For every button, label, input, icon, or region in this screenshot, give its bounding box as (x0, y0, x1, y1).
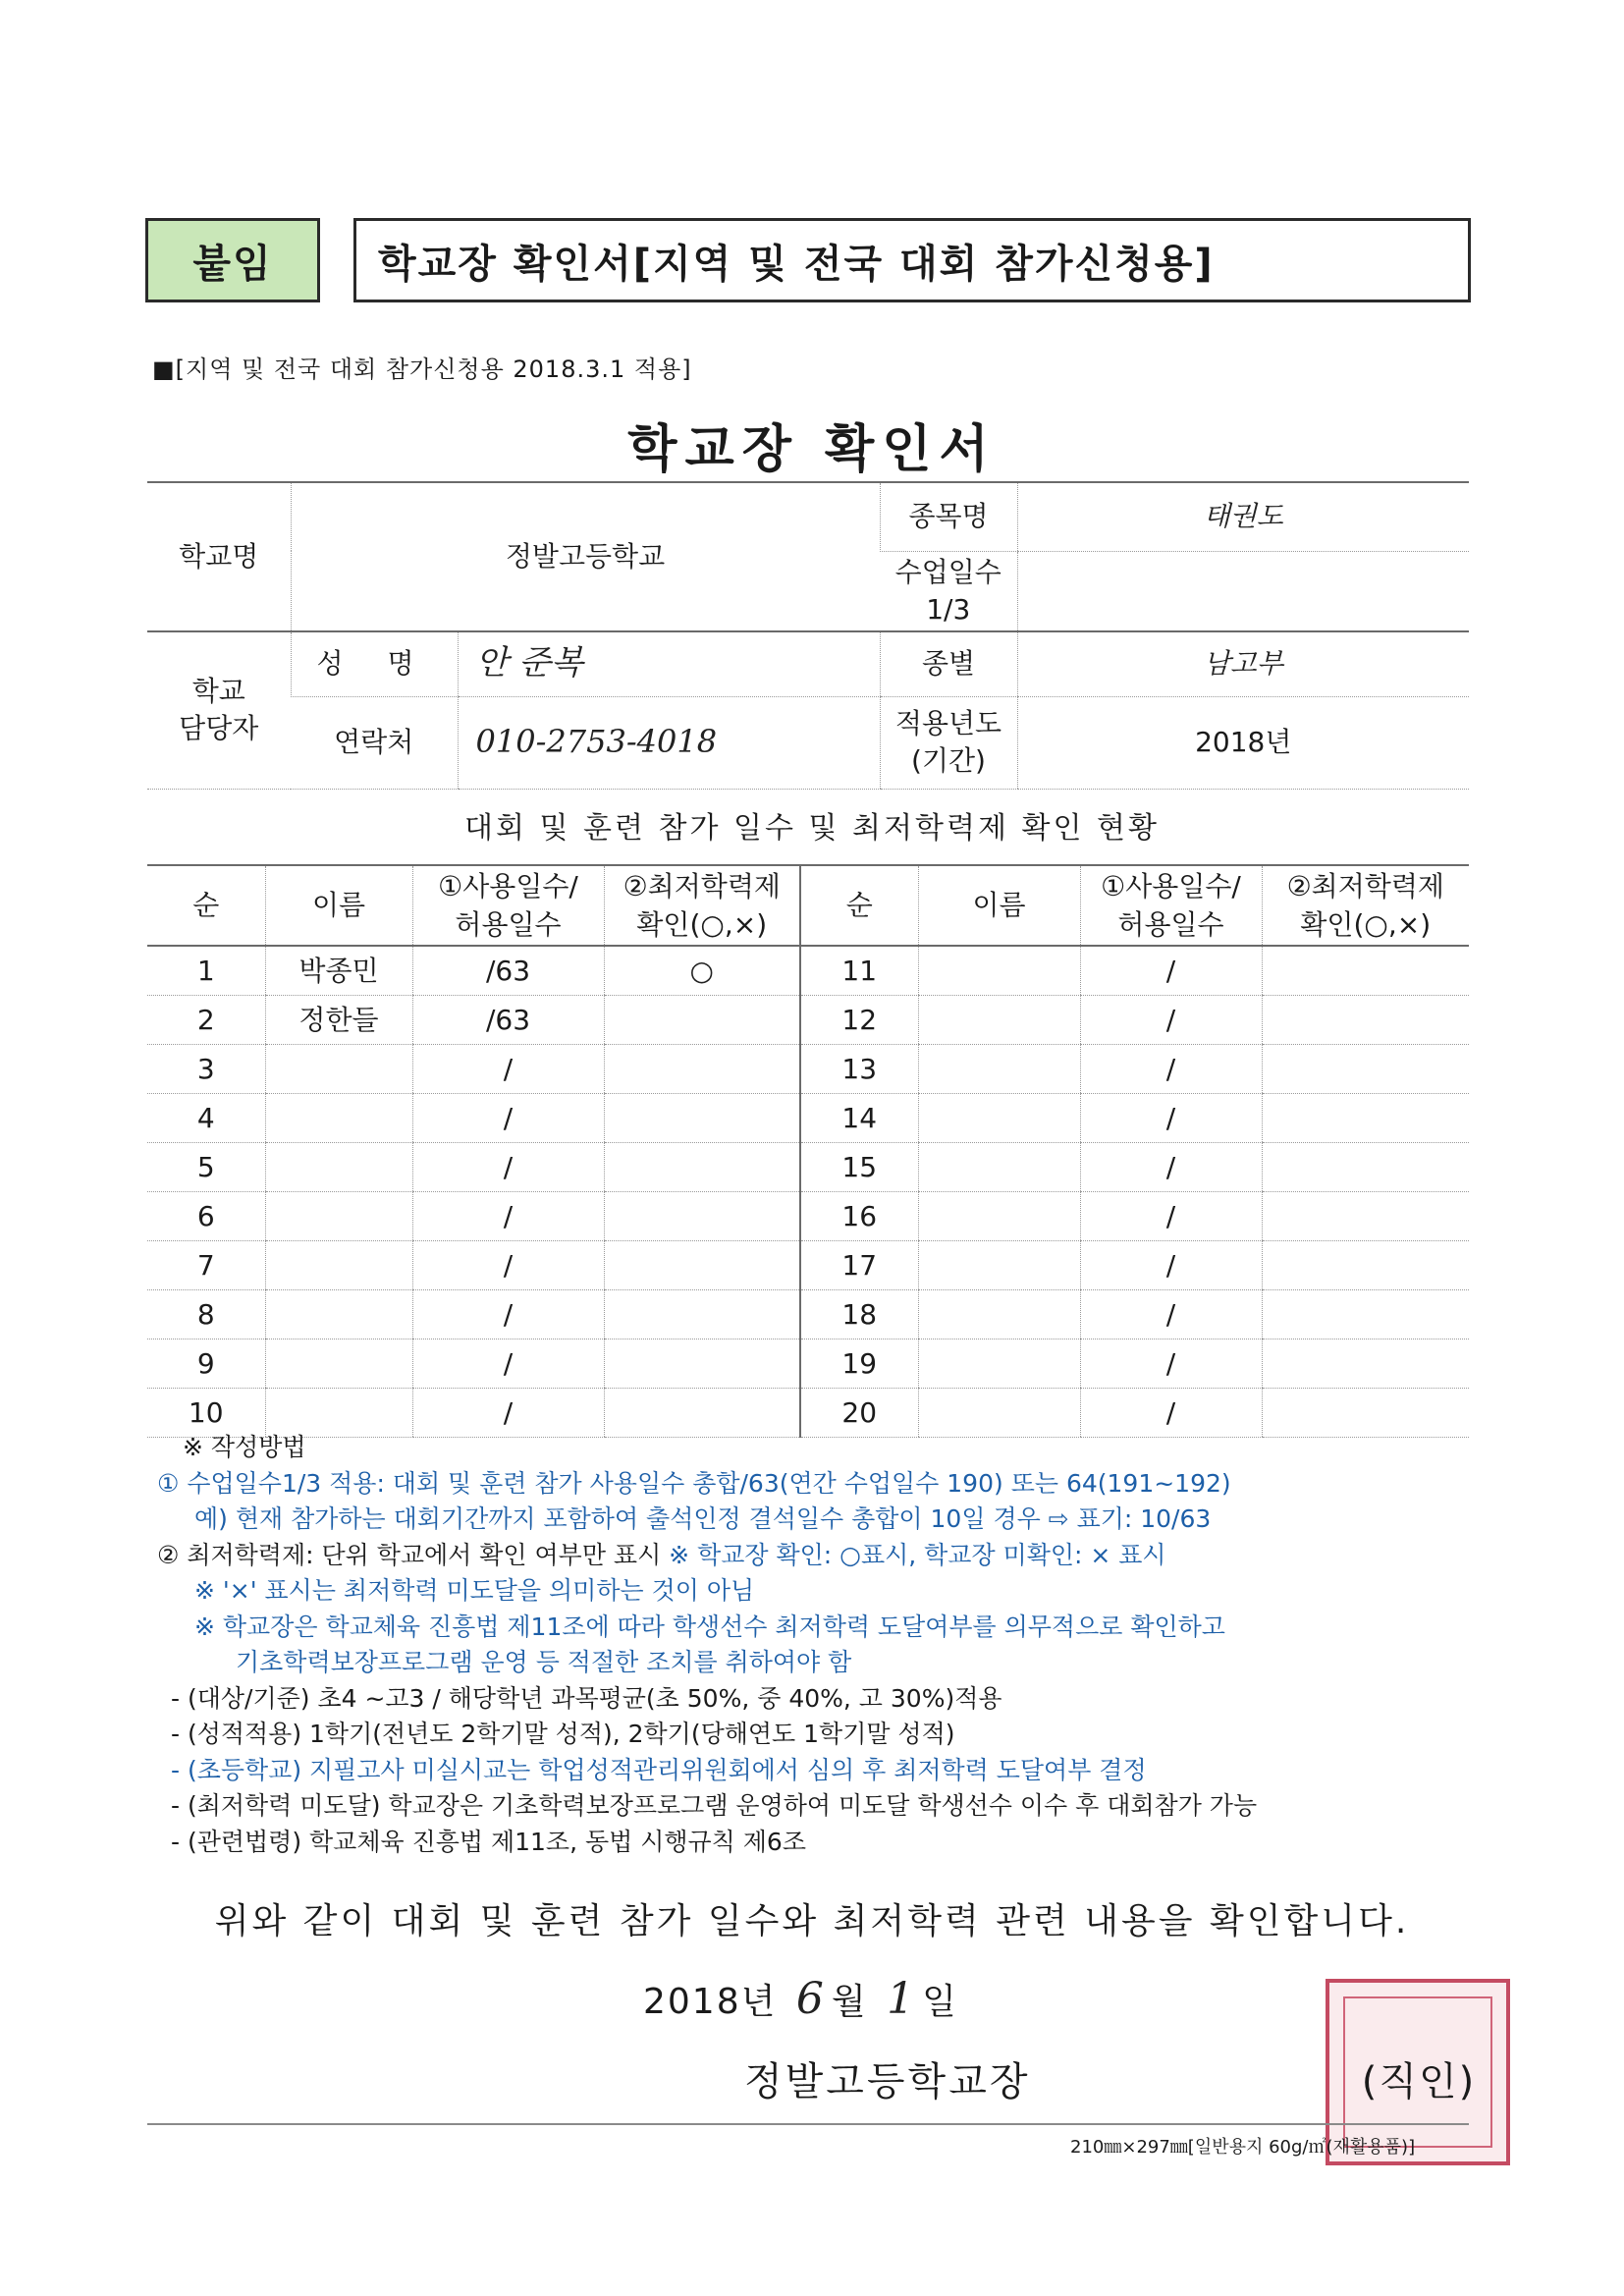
cell-name (265, 1192, 412, 1241)
date-day-unit: 일 (922, 1982, 958, 2022)
cell-days: / (1080, 1339, 1262, 1389)
attachment-tag: 붙임 (145, 218, 320, 302)
document-title: 학교장 확인서 (627, 420, 997, 479)
cell-check (1262, 1339, 1469, 1389)
bullet-grades: - (성적적용) 1학기(전년도 2학기말 성적), 2학기(당해연도 1학기말 성적) (171, 1720, 955, 1748)
school-info-table (147, 481, 1469, 790)
cell-days: /63 (412, 996, 604, 1045)
cell-days: / (412, 1143, 604, 1192)
cell-check (604, 1339, 800, 1389)
cell-days: / (412, 1045, 604, 1094)
cell-name (918, 1045, 1080, 1094)
date-day: 1 (887, 1974, 917, 2024)
cell-days: / (1080, 1389, 1262, 1438)
instructions-heading: ※ 작성방법 (183, 1433, 306, 1461)
cell-name (918, 1143, 1080, 1192)
cell-no: 5 (147, 1143, 265, 1192)
name-label: 성 명 (291, 631, 458, 696)
date-month-unit: 월 (831, 1982, 868, 2022)
cell-name (918, 1094, 1080, 1143)
cell-days: / (1080, 1143, 1262, 1192)
division-value: 남고부 (1017, 631, 1469, 696)
cell-days: / (1080, 1290, 1262, 1339)
cell-days: / (1080, 1045, 1262, 1094)
cell-name (918, 946, 1080, 996)
cell-check (1262, 996, 1469, 1045)
manager-name: 안 준복 (458, 631, 880, 696)
cell-no: 20 (800, 1389, 918, 1438)
banner-title: 학교장 확인서[지역 및 전국 대회 참가신청용] (353, 218, 1471, 302)
cell-name (265, 1094, 412, 1143)
cell-days: / (412, 1192, 604, 1241)
cell-days: / (1080, 996, 1262, 1045)
table-row (147, 1241, 1469, 1290)
cell-no: 19 (800, 1339, 918, 1389)
cell-no: 7 (147, 1241, 265, 1290)
bullet-target: - (대상/기준) 초4 ~고3 / 해당학년 과목평균(초 50%, 중 40%, 고 30%)적용 (171, 1683, 1002, 1713)
cell-no: 4 (147, 1094, 265, 1143)
school-name: 정발고등학교 (291, 482, 880, 631)
note-min-academic-mark: ※ 학교장 확인: ○표시, 학교장 미확인: × 표시 (669, 1540, 1166, 1569)
issue-date (643, 1974, 958, 2024)
cell-name (265, 1339, 412, 1389)
cell-check (1262, 1045, 1469, 1094)
cell-days: / (1080, 1192, 1262, 1241)
contact-label: 연락처 (291, 696, 458, 789)
table-row (147, 1045, 1469, 1094)
manager-label: 학교 담당자 (147, 631, 291, 789)
year-label: 적용년도 (기간) (880, 696, 1017, 789)
cell-check: ○ (604, 946, 800, 996)
note-min-academic (157, 1538, 1492, 1574)
cell-no: 6 (147, 1192, 265, 1241)
col-check: ②최저학력제 확인(○,×) (1262, 865, 1469, 946)
cell-check (604, 1192, 800, 1241)
cell-days: / (1080, 1241, 1262, 1290)
footer-divider (147, 2123, 1469, 2125)
cell-check (604, 1045, 800, 1094)
note-x-meaning: ※ '×' 표시는 최저학력 미도달을 의미하는 것이 아님 (194, 1576, 755, 1605)
bullet-laws: - (관련법령) 학교체육 진흥법 제11조, 동법 시행규칙 제6조 (171, 1827, 806, 1856)
cell-no: 10 (147, 1389, 265, 1438)
days-value (1017, 551, 1469, 631)
table-row (147, 1339, 1469, 1389)
cell-days: / (1080, 946, 1262, 996)
cell-days: / (412, 1094, 604, 1143)
cell-no: 16 (800, 1192, 918, 1241)
school-label: 학교명 (147, 482, 291, 631)
cell-check (1262, 1143, 1469, 1192)
note-principal-duty: ※ 학교장은 학교체육 진흥법 제11조에 따라 학생선수 최저학력 도달여부를 의무적으로 확인하고 (194, 1612, 1225, 1641)
col-name: 이름 (265, 865, 412, 946)
cell-name (918, 1192, 1080, 1241)
cell-check (1262, 1290, 1469, 1339)
cell-no: 3 (147, 1045, 265, 1094)
table-row (147, 1094, 1469, 1143)
cell-check (604, 1143, 800, 1192)
division-label: 종별 (880, 631, 1017, 696)
col-days: ①사용일수/ 허용일수 (412, 865, 604, 946)
cell-name (918, 1241, 1080, 1290)
table-row (147, 946, 1469, 996)
seal-label: (직인) (1361, 2059, 1477, 2105)
note-principal-duty-cont: 기초학력보장프로그램 운영 등 적절한 조치를 취하여야 함 (236, 1648, 852, 1676)
sport-value: 태권도 (1017, 482, 1469, 551)
cell-name (265, 1290, 412, 1339)
cell-check (604, 1290, 800, 1339)
cell-name (265, 1241, 412, 1290)
contact-value: 010-2753-4018 (458, 696, 880, 789)
signer-title: 정발고등학교장 (744, 2059, 1031, 2105)
year-value: 2018년 (1017, 696, 1469, 789)
note-min-academic-text: ② 최저학력제: 단위 학교에서 확인 여부만 표시 (157, 1540, 670, 1569)
cell-check (604, 1094, 800, 1143)
cell-no: 17 (800, 1241, 918, 1290)
days-sub: 1/3 (926, 592, 971, 626)
cell-check (604, 996, 800, 1045)
cell-check (1262, 946, 1469, 996)
col-no: 순 (800, 865, 918, 946)
cell-no: 2 (147, 996, 265, 1045)
date-year: 2018년 (643, 1982, 778, 2022)
cell-no: 8 (147, 1290, 265, 1339)
cell-check (604, 1241, 800, 1290)
date-month: 6 (795, 1974, 826, 2024)
cell-no: 18 (800, 1290, 918, 1339)
cell-no: 9 (147, 1339, 265, 1389)
cell-name (918, 996, 1080, 1045)
table-row (147, 1143, 1469, 1192)
confirmation-statement: 위와 같이 대회 및 훈련 참가 일수와 최저학력 관련 내용을 확인합니다. (214, 1901, 1410, 1941)
instructions (157, 1430, 1492, 1860)
days-label-cell (880, 551, 1017, 631)
cell-name (918, 1290, 1080, 1339)
note-days-example: 예) 현재 참가하는 대회기간까지 포함하여 출석인정 결석일수 총합이 10일 경우 ⇨ 표기: 10/63 (194, 1504, 1212, 1533)
cell-days: / (412, 1389, 604, 1438)
applicability-note: ■[지역 및 전국 대회 참가신청용 2018.3.1 적용] (152, 355, 692, 383)
cell-check (1262, 1241, 1469, 1290)
col-no: 순 (147, 865, 265, 946)
col-days: ①사용일수/ 허용일수 (1080, 865, 1262, 946)
cell-name (265, 1045, 412, 1094)
cell-days: /63 (412, 946, 604, 996)
cell-name: 정한들 (265, 996, 412, 1045)
bullet-elementary: - (초등학교) 지필고사 미실시교는 학업성적관리위원회에서 심의 후 최저학력 도달여부 결정 (171, 1755, 1147, 1784)
cell-name: 박종민 (265, 946, 412, 996)
cell-days: / (412, 1241, 604, 1290)
cell-name (265, 1143, 412, 1192)
cell-days: / (412, 1290, 604, 1339)
col-name: 이름 (918, 865, 1080, 946)
cell-no: 14 (800, 1094, 918, 1143)
table-row (147, 996, 1469, 1045)
note-days-rule: ① 수업일수1/3 적용: 대회 및 훈련 참가 사용일수 총합/63(연간 수업일수 190) 또는 64(191~192) (157, 1468, 1231, 1498)
athlete-roster-table (147, 864, 1469, 1438)
cell-name (918, 1339, 1080, 1389)
sport-label: 종목명 (880, 482, 1017, 551)
paper-spec: 210㎜×297㎜[일반용지 60g/㎡(재활용품)] (1070, 2137, 1416, 2158)
table-row (147, 1290, 1469, 1339)
days-label: 수업일수 (894, 555, 1001, 588)
table-row (147, 1192, 1469, 1241)
cell-no: 13 (800, 1045, 918, 1094)
cell-days: / (412, 1339, 604, 1389)
cell-no: 11 (800, 946, 918, 996)
cell-check (1262, 1192, 1469, 1241)
section-title: 대회 및 훈련 참가 일수 및 최저학력제 확인 현황 (464, 811, 1160, 846)
col-check: ②최저학력제 확인(○,×) (604, 865, 800, 946)
bullet-not-reached: - (최저학력 미도달) 학교장은 기초학력보장프로그램 운영하여 미도달 학생선수 이수 후 대회참가 가능 (171, 1791, 1258, 1820)
cell-no: 1 (147, 946, 265, 996)
cell-check (1262, 1094, 1469, 1143)
cell-days: / (1080, 1094, 1262, 1143)
cell-no: 15 (800, 1143, 918, 1192)
cell-no: 12 (800, 996, 918, 1045)
